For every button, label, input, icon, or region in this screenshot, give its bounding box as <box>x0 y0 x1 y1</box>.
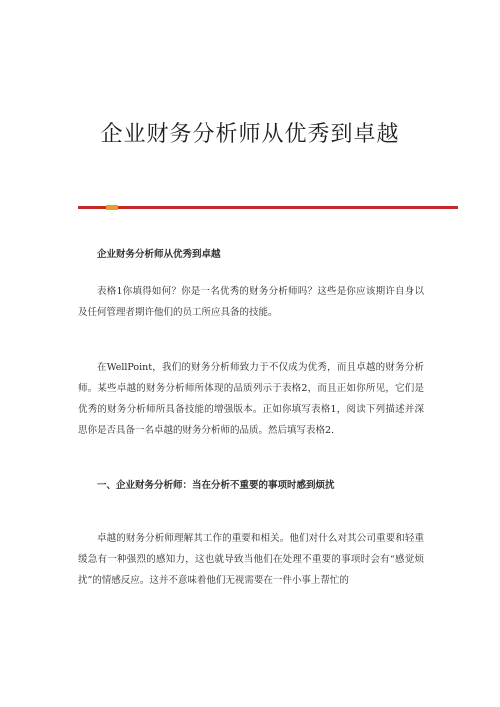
document-title: 企业财务分析师从优秀到卓越 <box>100 122 400 147</box>
divider-accent <box>106 205 118 210</box>
paragraph-2: 在WellPoint，我们的财务分析师致力于不仅成为优秀，而且卓越的财务分析师。某些卓越的财务分析师所体现的品质列示于表格2，而且正如你所见，它们是优秀的财务分析师所具备技能的增强版本。正如你填写表格1，阅读下列描述并深思你是否具备一名卓越的财务分析师的品质。然后填写表格2. <box>78 362 424 436</box>
title-divider <box>78 206 458 209</box>
paragraph-1: 表格1你填得如何？你是一名优秀的财务分析师吗？这些是你应该期许自身以及任何管理者期许他们的员工所应具备的技能。 <box>78 286 424 318</box>
section-paragraph: 卓越的财务分析师理解其工作的重要和相关。他们对什么对其公司重要和轻重缓急有一种强烈的感知力，这也就导致当他们在处理不重要的事项时会有“感觉烦扰”的情感反应。这并不意味着他们无视需要在一件小事上帮忙的 <box>78 533 424 586</box>
document-body <box>78 244 424 591</box>
section-heading: 一、企业财务分析师：当在分析不重要的事项时感到烦扰 <box>97 480 335 491</box>
document-subtitle: 企业财务分析师从优秀到卓越 <box>97 249 221 260</box>
